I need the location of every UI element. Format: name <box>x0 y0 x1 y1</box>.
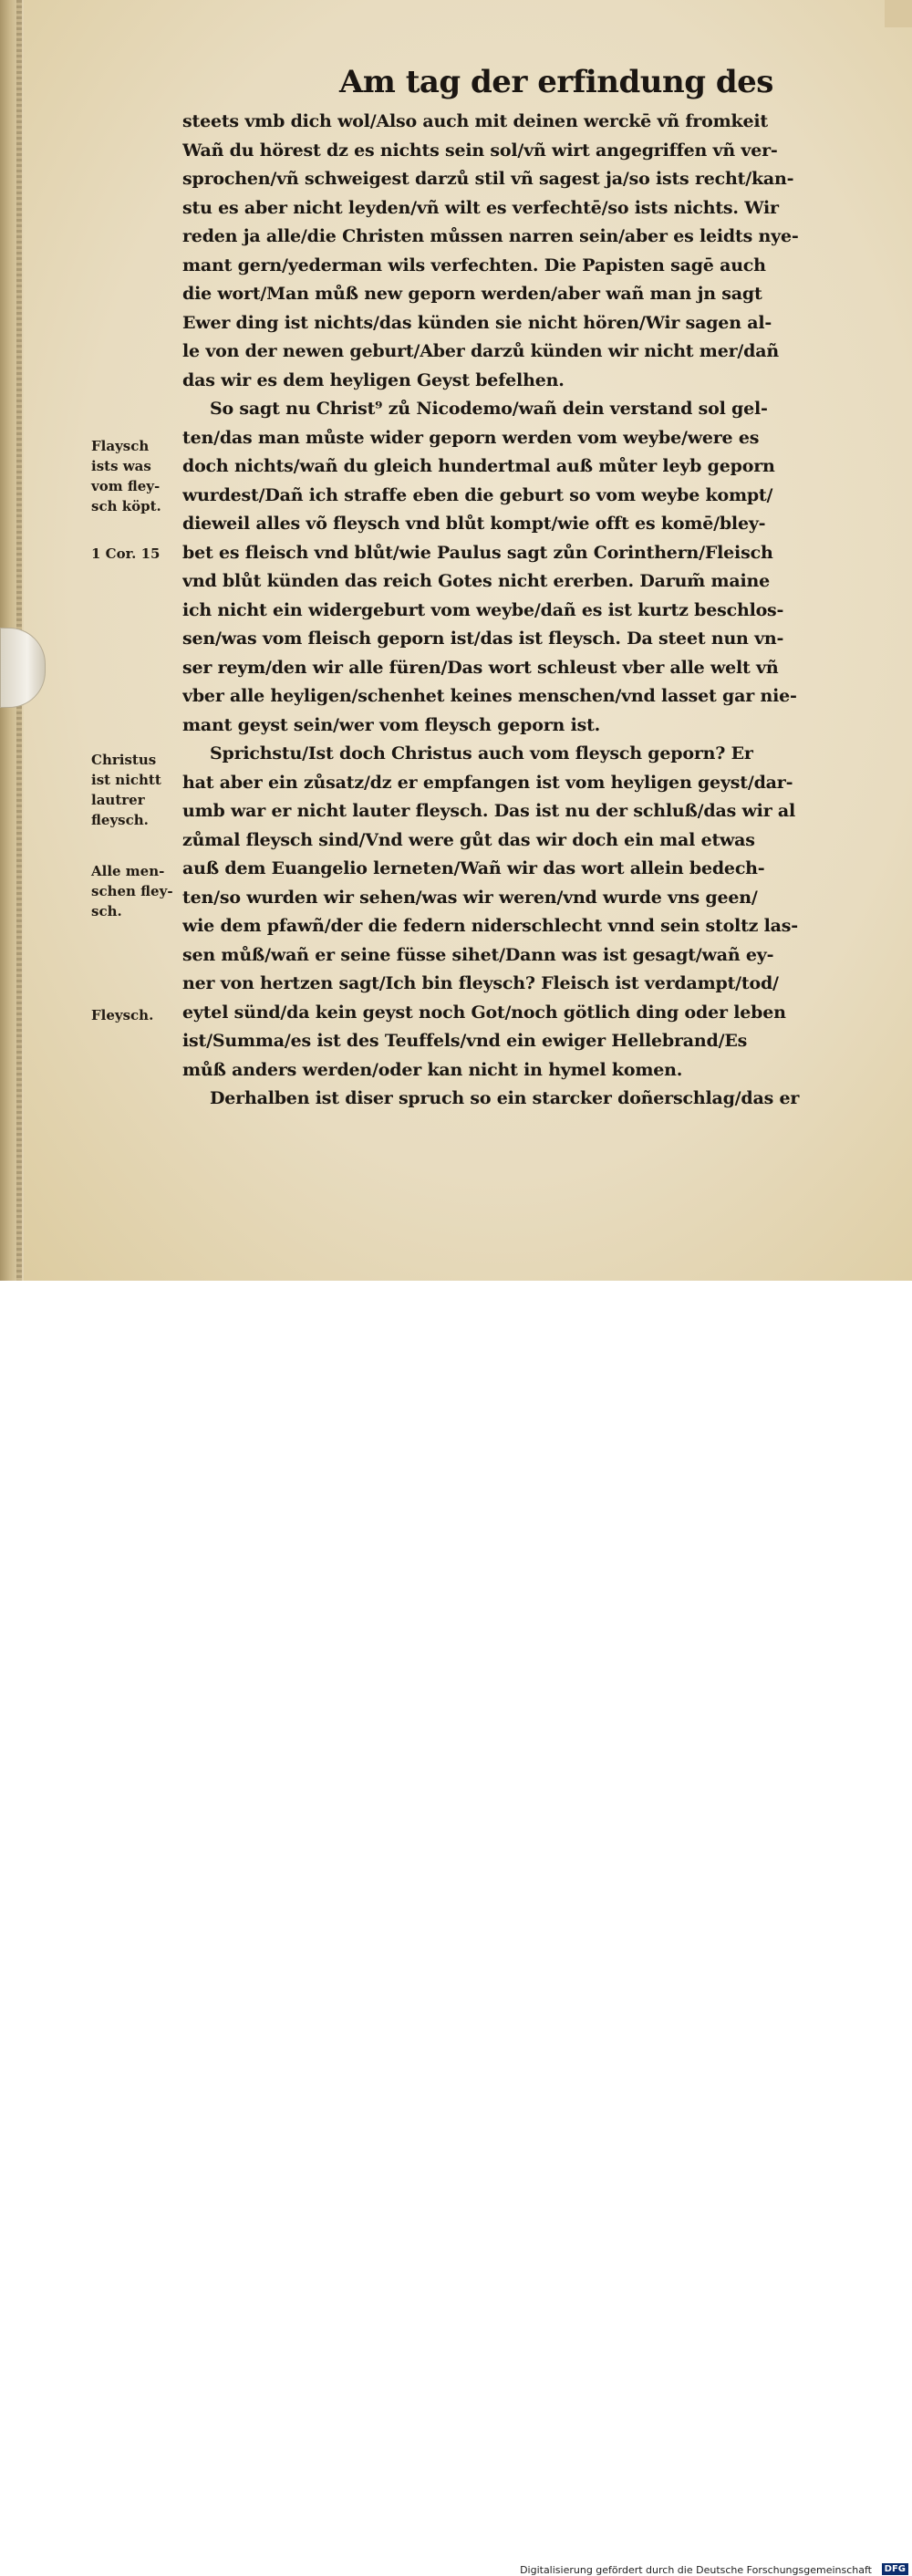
text-line: Sprichstu/Ist doch Christus auch vom fleysch geporn? Er <box>210 743 753 763</box>
text-line: Wañ du hörest dz es nichts sein sol/vñ wirt angegriffen vñ ver‑ <box>182 140 778 161</box>
text-line: die wort/Man můß new geporn werden/aber wañ man jn sagt <box>182 284 762 304</box>
text-line: ten/so wurden wir sehen/was wir weren/vnd wurde vns geen/ <box>182 887 758 908</box>
digitization-credit: Digitalisierung gefördert durch die Deutsche Forschungsgemeinschaft <box>520 2564 872 2576</box>
text-line: zůmal fleysch sind/Vnd were gůt das wir doch ein mal etwas <box>182 829 755 850</box>
text-line: můß anders werden/oder kan nicht in hymel komen. <box>182 1059 683 1080</box>
text-line: vber alle heyligen/schenhet keines menschen/vnd lasset gar nie‑ <box>182 686 797 706</box>
text-line: sprochen/vñ schweigest darzů stil vñ sagest ja/so ists recht/kan‑ <box>182 169 794 189</box>
text-line: reden ja alle/die Christen můssen narren sein/aber es leidts nye‑ <box>182 226 799 246</box>
text-line: doch nichts/wañ du gleich hundertmal auß můter leyb geporn <box>182 456 775 476</box>
body-text <box>182 108 853 1114</box>
text-line: ich nicht ein widergeburt vom weybe/dañ es ist kurtz beschlos‑ <box>182 599 784 620</box>
margin-note-citation: 1 Cor. 15 <box>91 545 161 562</box>
viewer-footer <box>0 1281 912 2576</box>
margin-note: Christus ist nichtt lautrer fleysch. <box>91 752 161 828</box>
text-line: eytel sünd/da kein geyst noch Got/noch götlich ding oder leben <box>182 1002 786 1023</box>
folio-show-through <box>173 71 204 103</box>
dfg-logo: DFG <box>882 2563 908 2575</box>
text-line: steets vmb dich wol/Also auch mit deinen werckē vñ fromkeit <box>182 111 768 131</box>
margin-note: Fleysch. <box>91 1007 154 1023</box>
text-line: ten/das man můste wider geporn werden vom weybe/were es <box>182 427 760 448</box>
text-line: wie dem pfawñ/der die federn niderschlecht vnnd sein stoltz las‑ <box>182 916 798 936</box>
text-line: ser reym/den wir alle füren/Das wort schleust vber alle welt vñ <box>182 657 779 678</box>
text-line: mant gern/yederman wils verfechten. Die Papisten sagē auch <box>182 254 766 275</box>
scanned-page-image <box>0 0 912 1281</box>
text-line: sen/was vom fleisch geporn ist/das ist fleysch. Da steet nun vn‑ <box>182 628 784 649</box>
text-line: umb war er nicht lauter fleysch. Das ist nu der schluß/das wir al <box>182 801 796 821</box>
folio-show-through-right <box>780 47 811 79</box>
text-line: dieweil alles võ fleysch vnd blůt kompt/wie offt es komē/bley‑ <box>182 514 766 534</box>
text-line: bet es fleisch vnd blůt/wie Paulus sagt zůn Corinthern/Fleisch <box>182 542 773 563</box>
page-content <box>0 0 912 1281</box>
text-line: mant geyst sein/wer vom fleysch geporn ist. <box>182 714 601 735</box>
text-line: hat aber ein zůsatz/dz er empfangen ist vom heyligen geyst/dar‑ <box>182 772 793 793</box>
page-heading: Am tag der erfindung des <box>339 64 773 100</box>
text-line: ner von hertzen sagt/Ich bin fleysch? Fleisch ist verdampt/tod/ <box>182 973 779 993</box>
margin-note: Flaysch ists was vom fley‑ sch köpt. <box>91 438 161 514</box>
text-line: das wir es dem heyligen Geyst befelhen. <box>182 369 565 390</box>
margin-note: Alle men‑ schen fley‑ sch. <box>91 863 173 919</box>
text-line: le von der newen geburt/Aber darzů künden wir nicht mer/dañ <box>182 341 779 361</box>
text-line: sen můß/wañ er seine füsse sihet/Dann was ist gesagt/wañ ey‑ <box>182 944 774 965</box>
text-line: vnd blůt künden das reich Gotes nicht ererben. Darum̃ maine <box>182 571 771 591</box>
text-line: wurdest/Dañ ich straffe eben die geburt so vom weybe kompt/ <box>182 484 773 505</box>
text-line: stu es aber nicht leyden/vñ wilt es verfechtē/so ists nichts. Wir <box>182 197 779 218</box>
text-line: So sagt nu Christ⁹ zů Nicodemo/wañ dein verstand sol gel‑ <box>210 399 768 419</box>
text-line: Derhalben ist diser spruch so ein starcker doñerschlag/das er <box>210 1088 800 1108</box>
text-line: ist/Summa/es ist des Teuffels/vnd ein ewiger Hellebrand/Es <box>182 1031 748 1051</box>
text-line: auß dem Euangelio lerneten/Wañ wir das wort allein bedech‑ <box>182 858 765 878</box>
text-line: Ewer ding ist nichts/das künden sie nicht hören/Wir sagen al‑ <box>182 312 772 333</box>
